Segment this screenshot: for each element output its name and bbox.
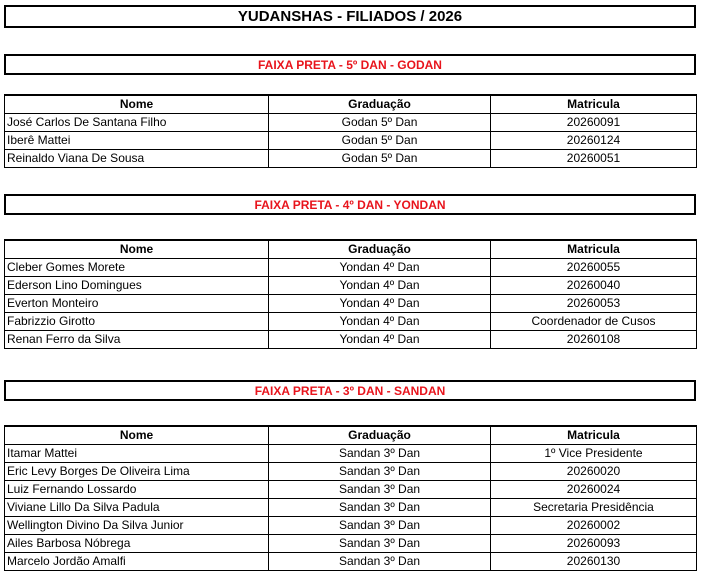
cell-registration: 20260051 bbox=[491, 150, 697, 168]
roster-table-sandan bbox=[4, 425, 697, 571]
document-title: YUDANSHAS - FILIADOS / 2026 bbox=[4, 5, 696, 28]
cell-graduation: Godan 5º Dan bbox=[269, 114, 491, 132]
cell-graduation: Godan 5º Dan bbox=[269, 132, 491, 150]
table-row bbox=[5, 553, 697, 571]
table-row bbox=[5, 481, 697, 499]
column-header-graduation: Graduação bbox=[269, 240, 491, 259]
column-header-name: Nome bbox=[5, 240, 269, 259]
cell-registration: 20260130 bbox=[491, 553, 697, 571]
table-row bbox=[5, 295, 697, 313]
cell-name: Luiz Fernando Lossardo bbox=[5, 481, 269, 499]
cell-graduation: Sandan 3º Dan bbox=[269, 481, 491, 499]
cell-registration: 20260020 bbox=[491, 463, 697, 481]
cell-registration: 20260055 bbox=[491, 259, 697, 277]
cell-graduation: Godan 5º Dan bbox=[269, 150, 491, 168]
table-row bbox=[5, 499, 697, 517]
table-row bbox=[5, 445, 697, 463]
table-row bbox=[5, 517, 697, 535]
table-row bbox=[5, 132, 697, 150]
cell-name: Ailes Barbosa Nóbrega bbox=[5, 535, 269, 553]
cell-graduation: Yondan 4º Dan bbox=[269, 313, 491, 331]
column-header-registration: Matricula bbox=[491, 426, 697, 445]
cell-graduation: Sandan 3º Dan bbox=[269, 463, 491, 481]
cell-registration: 20260024 bbox=[491, 481, 697, 499]
roster-table-godan bbox=[4, 94, 697, 168]
cell-graduation: Sandan 3º Dan bbox=[269, 553, 491, 571]
table-row bbox=[5, 313, 697, 331]
section-heading-godan: FAIXA PRETA - 5º DAN - GODAN bbox=[4, 54, 696, 75]
cell-graduation: Sandan 3º Dan bbox=[269, 445, 491, 463]
cell-registration: 1º Vice Presidente bbox=[491, 445, 697, 463]
cell-graduation: Sandan 3º Dan bbox=[269, 517, 491, 535]
cell-graduation: Sandan 3º Dan bbox=[269, 535, 491, 553]
table-header-row bbox=[5, 426, 697, 445]
cell-registration: Coordenador de Cusos bbox=[491, 313, 697, 331]
cell-registration: 20260124 bbox=[491, 132, 697, 150]
cell-registration: 20260002 bbox=[491, 517, 697, 535]
section-heading-sandan: FAIXA PRETA - 3º DAN - SANDAN bbox=[4, 380, 696, 401]
cell-name: Fabrizzio Girotto bbox=[5, 313, 269, 331]
cell-name: Cleber Gomes Morete bbox=[5, 259, 269, 277]
cell-registration: Secretaria Presidência bbox=[491, 499, 697, 517]
column-header-name: Nome bbox=[5, 95, 269, 114]
cell-name: Wellington Divino Da Silva Junior bbox=[5, 517, 269, 535]
cell-graduation: Yondan 4º Dan bbox=[269, 331, 491, 349]
cell-registration: 20260040 bbox=[491, 277, 697, 295]
table-header-row bbox=[5, 95, 697, 114]
cell-registration: 20260053 bbox=[491, 295, 697, 313]
cell-graduation: Yondan 4º Dan bbox=[269, 277, 491, 295]
cell-registration: 20260093 bbox=[491, 535, 697, 553]
column-header-registration: Matricula bbox=[491, 240, 697, 259]
cell-name: Viviane Lillo Da Silva Padula bbox=[5, 499, 269, 517]
cell-name: Renan Ferro da Silva bbox=[5, 331, 269, 349]
roster-table-yondan bbox=[4, 239, 697, 349]
column-header-registration: Matricula bbox=[491, 95, 697, 114]
table-row bbox=[5, 331, 697, 349]
table-row bbox=[5, 114, 697, 132]
table-row bbox=[5, 150, 697, 168]
table-row bbox=[5, 259, 697, 277]
cell-name: Iberê Mattei bbox=[5, 132, 269, 150]
cell-name: José Carlos De Santana Filho bbox=[5, 114, 269, 132]
column-header-graduation: Graduação bbox=[269, 95, 491, 114]
column-header-graduation: Graduação bbox=[269, 426, 491, 445]
cell-graduation: Yondan 4º Dan bbox=[269, 259, 491, 277]
table-row bbox=[5, 277, 697, 295]
cell-name: Marcelo Jordão Amalfi bbox=[5, 553, 269, 571]
table-row bbox=[5, 463, 697, 481]
cell-graduation: Yondan 4º Dan bbox=[269, 295, 491, 313]
cell-name: Reinaldo Viana De Sousa bbox=[5, 150, 269, 168]
cell-registration: 20260091 bbox=[491, 114, 697, 132]
cell-name: Itamar Mattei bbox=[5, 445, 269, 463]
cell-name: Eric Levy Borges De Oliveira Lima bbox=[5, 463, 269, 481]
column-header-name: Nome bbox=[5, 426, 269, 445]
table-row bbox=[5, 535, 697, 553]
cell-name: Ederson Lino Domingues bbox=[5, 277, 269, 295]
cell-name: Everton Monteiro bbox=[5, 295, 269, 313]
cell-registration: 20260108 bbox=[491, 331, 697, 349]
table-header-row bbox=[5, 240, 697, 259]
section-heading-yondan: FAIXA PRETA - 4º DAN - YONDAN bbox=[4, 194, 696, 215]
cell-graduation: Sandan 3º Dan bbox=[269, 499, 491, 517]
